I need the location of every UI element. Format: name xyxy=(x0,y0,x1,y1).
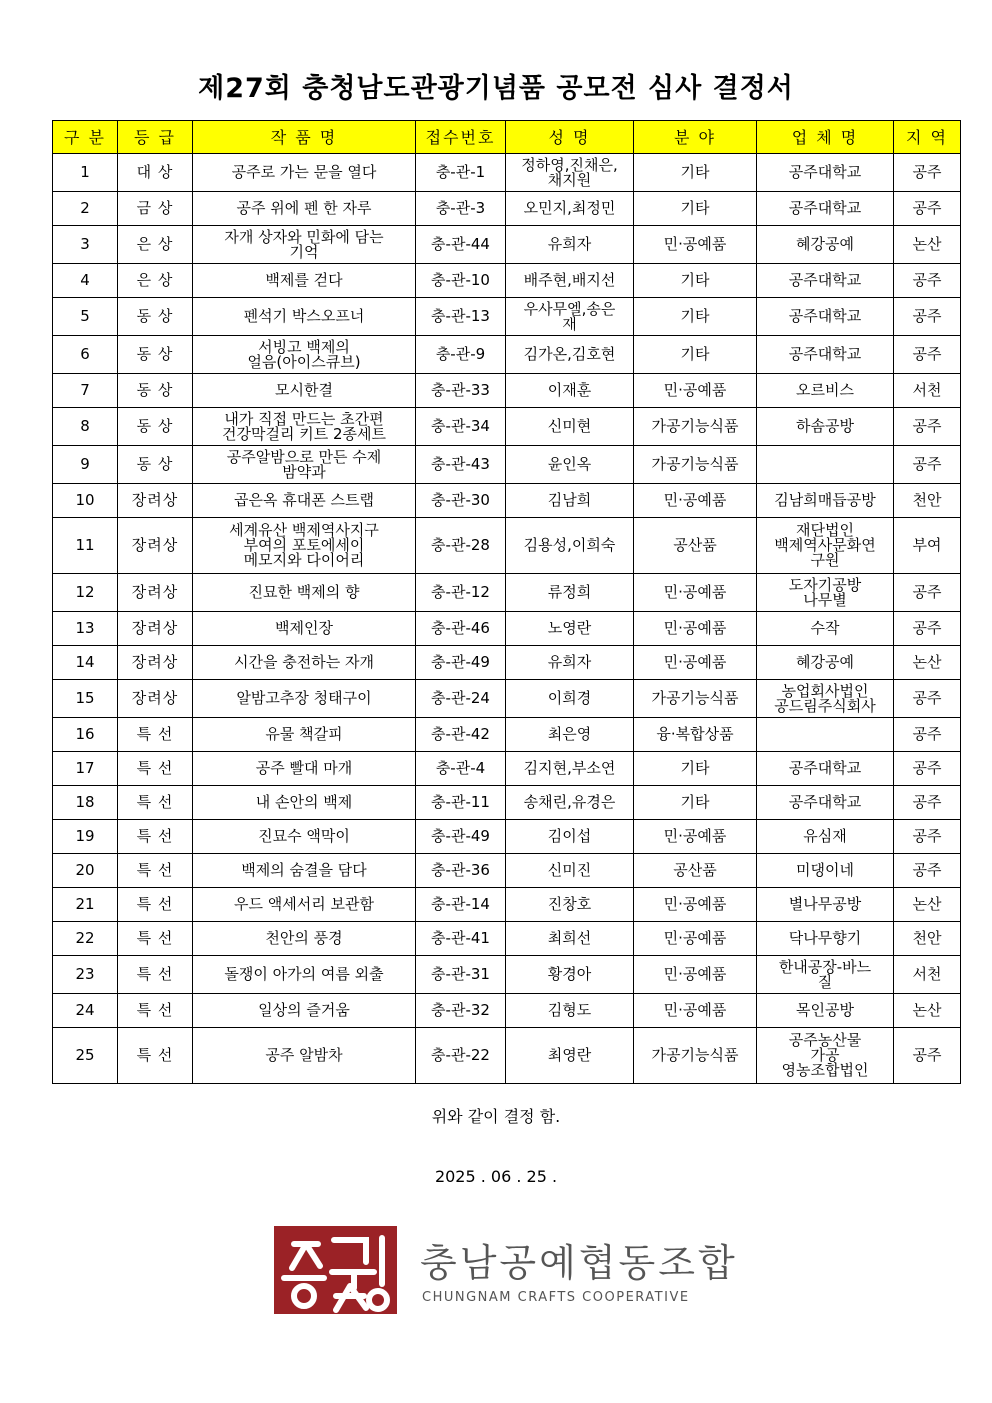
cell-company: 공주대학교 xyxy=(757,752,894,786)
cell-work-title: 내 손안의 백제 xyxy=(193,786,416,820)
cell-applicant-name: 윤인옥 xyxy=(506,446,634,484)
table-row xyxy=(53,888,961,922)
cell-category: 가공기능식품 xyxy=(634,1028,757,1084)
cell-category: 공산품 xyxy=(634,854,757,888)
cell-receipt-number: 충-관-12 xyxy=(416,574,506,612)
cell-applicant-name: 오민지,최정민 xyxy=(506,192,634,226)
cell-receipt-number: 충-관-1 xyxy=(416,154,506,192)
cell-work-title: 내가 직접 만드는 초간편 건강막걸리 키트 2종세트 xyxy=(193,408,416,446)
decision-date: 2025 . 06 . 25 . xyxy=(434,1167,558,1186)
cell-grade: 은 상 xyxy=(118,226,193,264)
cell-grade: 특 선 xyxy=(118,854,193,888)
cell-region: 공주 xyxy=(894,446,961,484)
cell-receipt-number: 충-관-24 xyxy=(416,680,506,718)
cell-region: 공주 xyxy=(894,192,961,226)
cell-receipt-number: 충-관-4 xyxy=(416,752,506,786)
cell-receipt-number: 충-관-41 xyxy=(416,922,506,956)
table-row xyxy=(53,994,961,1028)
cell-row-number: 14 xyxy=(53,646,118,680)
cell-work-title: 돌쟁이 아가의 여름 외출 xyxy=(193,956,416,994)
cell-category: 민·공예품 xyxy=(634,888,757,922)
cell-row-number: 1 xyxy=(53,154,118,192)
cell-applicant-name: 김가온,김호현 xyxy=(506,336,634,374)
document-title: 제27회 충청남도관광기념품 공모전 심사 결정서 xyxy=(198,73,794,104)
cell-work-title: 백제인장 xyxy=(193,612,416,646)
cell-row-number: 8 xyxy=(53,408,118,446)
cell-category: 가공기능식품 xyxy=(634,680,757,718)
cell-region: 천안 xyxy=(894,922,961,956)
header-field: 분 야 xyxy=(634,121,757,154)
cell-company: 김남희매듭공방 xyxy=(757,484,894,518)
cell-row-number: 3 xyxy=(53,226,118,264)
cell-applicant-name: 최영란 xyxy=(506,1028,634,1084)
header-name: 성 명 xyxy=(506,121,634,154)
cell-applicant-name: 김지현,부소연 xyxy=(506,752,634,786)
cell-work-title: 시간을 충전하는 자개 xyxy=(193,646,416,680)
cell-grade: 특 선 xyxy=(118,994,193,1028)
cell-category: 기타 xyxy=(634,336,757,374)
table-row xyxy=(53,264,961,298)
cell-company: 한내공장-바느 질 xyxy=(757,956,894,994)
organization-logo xyxy=(274,1226,397,1314)
cell-receipt-number: 충-관-43 xyxy=(416,446,506,484)
cell-row-number: 9 xyxy=(53,446,118,484)
cell-applicant-name: 신미진 xyxy=(506,854,634,888)
table-row xyxy=(53,956,961,994)
cell-work-title: 세계유산 백제역사지구 부여의 포토에세이 메모지와 다이어리 xyxy=(193,518,416,574)
cell-grade: 특 선 xyxy=(118,752,193,786)
cell-grade: 대 상 xyxy=(118,154,193,192)
cell-grade: 금 상 xyxy=(118,192,193,226)
cell-row-number: 6 xyxy=(53,336,118,374)
organization-name-en: CHUNGNAM CRAFTS COOPERATIVE xyxy=(422,1290,690,1305)
cell-grade: 특 선 xyxy=(118,820,193,854)
cell-category: 기타 xyxy=(634,786,757,820)
organization-name: 충남공예협동조합 xyxy=(420,1241,738,1285)
cell-receipt-number: 충-관-33 xyxy=(416,374,506,408)
cell-grade: 장려상 xyxy=(118,612,193,646)
cell-company: 공주대학교 xyxy=(757,336,894,374)
cell-applicant-name: 이재훈 xyxy=(506,374,634,408)
cell-work-title: 공주 위에 펜 한 자루 xyxy=(193,192,416,226)
cell-work-title: 공주로 가는 문을 열다 xyxy=(193,154,416,192)
cell-applicant-name: 신미현 xyxy=(506,408,634,446)
cell-applicant-name: 최희선 xyxy=(506,922,634,956)
cell-company: 혜강공예 xyxy=(757,646,894,680)
table-row xyxy=(53,680,961,718)
cell-grade: 장려상 xyxy=(118,680,193,718)
cell-company: 도자기공방 나무별 xyxy=(757,574,894,612)
cell-region: 공주 xyxy=(894,264,961,298)
cell-work-title: 백제의 숨결을 담다 xyxy=(193,854,416,888)
cell-row-number: 21 xyxy=(53,888,118,922)
cell-category: 민·공예품 xyxy=(634,956,757,994)
table-row xyxy=(53,446,961,484)
cell-region: 논산 xyxy=(894,646,961,680)
cell-grade: 특 선 xyxy=(118,888,193,922)
header-receipt: 접수번호 xyxy=(416,121,506,154)
table-row xyxy=(53,922,961,956)
cell-receipt-number: 충-관-9 xyxy=(416,336,506,374)
table-row xyxy=(53,408,961,446)
cell-region: 공주 xyxy=(894,752,961,786)
cell-applicant-name: 이희경 xyxy=(506,680,634,718)
cell-applicant-name: 유희자 xyxy=(506,226,634,264)
cell-company: 농업회사법인 공드림주식회사 xyxy=(757,680,894,718)
cell-grade: 동 상 xyxy=(118,446,193,484)
table-row xyxy=(53,374,961,408)
header-company: 업 체 명 xyxy=(757,121,894,154)
cell-receipt-number: 충-관-14 xyxy=(416,888,506,922)
table-row xyxy=(53,786,961,820)
cell-region: 서천 xyxy=(894,956,961,994)
cell-work-title: 일상의 즐거움 xyxy=(193,994,416,1028)
cell-work-title: 천안의 풍경 xyxy=(193,922,416,956)
cell-receipt-number: 충-관-3 xyxy=(416,192,506,226)
cell-category: 기타 xyxy=(634,264,757,298)
cell-region: 공주 xyxy=(894,680,961,718)
cell-category: 민·공예품 xyxy=(634,994,757,1028)
cell-receipt-number: 충-관-49 xyxy=(416,820,506,854)
cell-applicant-name: 최은영 xyxy=(506,718,634,752)
cell-company: 공주대학교 xyxy=(757,192,894,226)
cell-row-number: 10 xyxy=(53,484,118,518)
cell-receipt-number: 충-관-31 xyxy=(416,956,506,994)
cell-applicant-name: 유희자 xyxy=(506,646,634,680)
cell-applicant-name: 노영란 xyxy=(506,612,634,646)
cell-row-number: 22 xyxy=(53,922,118,956)
cell-grade: 장려상 xyxy=(118,646,193,680)
cell-region: 공주 xyxy=(894,408,961,446)
cell-company: 혜강공예 xyxy=(757,226,894,264)
cell-work-title: 서빙고 백제의 얼음(아이스큐브) xyxy=(193,336,416,374)
cell-category: 가공기능식품 xyxy=(634,408,757,446)
table-row xyxy=(53,612,961,646)
cell-row-number: 20 xyxy=(53,854,118,888)
cell-applicant-name: 김이섭 xyxy=(506,820,634,854)
cell-category: 기타 xyxy=(634,154,757,192)
cell-row-number: 2 xyxy=(53,192,118,226)
cell-receipt-number: 충-관-49 xyxy=(416,646,506,680)
cell-category: 가공기능식품 xyxy=(634,446,757,484)
cell-row-number: 17 xyxy=(53,752,118,786)
cell-company xyxy=(757,718,894,752)
table-row xyxy=(53,226,961,264)
cell-category: 민·공예품 xyxy=(634,820,757,854)
table-row xyxy=(53,1028,961,1084)
cell-work-title: 공주 빨대 마개 xyxy=(193,752,416,786)
cell-work-title: 모시한결 xyxy=(193,374,416,408)
cell-company: 공주농산물 가공 영농조합법인 xyxy=(757,1028,894,1084)
cell-work-title: 곱은옥 휴대폰 스트랩 xyxy=(193,484,416,518)
cell-region: 공주 xyxy=(894,574,961,612)
cell-grade: 장려상 xyxy=(118,484,193,518)
table-row xyxy=(53,854,961,888)
table-row xyxy=(53,298,961,336)
cell-work-title: 펜석기 박스오프너 xyxy=(193,298,416,336)
cell-row-number: 25 xyxy=(53,1028,118,1084)
cell-category: 민·공예품 xyxy=(634,922,757,956)
table-row xyxy=(53,484,961,518)
table-row xyxy=(53,154,961,192)
header-grade: 등 급 xyxy=(118,121,193,154)
decision-text: 위와 같이 결정 함. xyxy=(431,1107,561,1126)
cell-applicant-name: 김용성,이희숙 xyxy=(506,518,634,574)
cell-grade: 특 선 xyxy=(118,922,193,956)
cell-category: 민·공예품 xyxy=(634,646,757,680)
cell-company: 미댕이네 xyxy=(757,854,894,888)
cell-company: 공주대학교 xyxy=(757,786,894,820)
cell-region: 공주 xyxy=(894,1028,961,1084)
cell-row-number: 23 xyxy=(53,956,118,994)
cell-category: 기타 xyxy=(634,752,757,786)
cell-region: 공주 xyxy=(894,718,961,752)
cell-row-number: 19 xyxy=(53,820,118,854)
cell-applicant-name: 우사무엘,송은 재 xyxy=(506,298,634,336)
cell-grade: 장려상 xyxy=(118,574,193,612)
table-row xyxy=(53,192,961,226)
cell-row-number: 7 xyxy=(53,374,118,408)
cell-work-title: 진묘수 액막이 xyxy=(193,820,416,854)
cell-receipt-number: 충-관-36 xyxy=(416,854,506,888)
cell-row-number: 16 xyxy=(53,718,118,752)
cell-applicant-name: 김남희 xyxy=(506,484,634,518)
cell-receipt-number: 충-관-30 xyxy=(416,484,506,518)
cell-company: 오르비스 xyxy=(757,374,894,408)
cell-category: 민·공예품 xyxy=(634,574,757,612)
cell-row-number: 5 xyxy=(53,298,118,336)
cell-applicant-name: 정하영,진채은, 채지원 xyxy=(506,154,634,192)
cell-row-number: 11 xyxy=(53,518,118,574)
cell-applicant-name: 배주현,배지선 xyxy=(506,264,634,298)
cell-company: 재단법인 백제역사문화연 구원 xyxy=(757,518,894,574)
cell-work-title: 진묘한 백제의 향 xyxy=(193,574,416,612)
cell-receipt-number: 충-관-34 xyxy=(416,408,506,446)
results-table xyxy=(52,120,961,1084)
cell-grade: 장려상 xyxy=(118,518,193,574)
cell-work-title: 자개 상자와 민화에 담는 기억 xyxy=(193,226,416,264)
cell-applicant-name: 진창호 xyxy=(506,888,634,922)
cell-applicant-name: 류정희 xyxy=(506,574,634,612)
table-row xyxy=(53,752,961,786)
cell-company: 하솜공방 xyxy=(757,408,894,446)
table-row xyxy=(53,518,961,574)
cell-region: 공주 xyxy=(894,786,961,820)
cell-region: 천안 xyxy=(894,484,961,518)
cell-region: 부여 xyxy=(894,518,961,574)
logo-mark-icon xyxy=(274,1226,397,1314)
cell-region: 서천 xyxy=(894,374,961,408)
table-row xyxy=(53,574,961,612)
header-no: 구 분 xyxy=(53,121,118,154)
cell-row-number: 15 xyxy=(53,680,118,718)
cell-grade: 동 상 xyxy=(118,298,193,336)
cell-row-number: 24 xyxy=(53,994,118,1028)
cell-category: 기타 xyxy=(634,192,757,226)
cell-region: 공주 xyxy=(894,820,961,854)
cell-category: 기타 xyxy=(634,298,757,336)
cell-category: 민·공예품 xyxy=(634,226,757,264)
cell-company: 공주대학교 xyxy=(757,298,894,336)
cell-receipt-number: 충-관-10 xyxy=(416,264,506,298)
cell-receipt-number: 충-관-11 xyxy=(416,786,506,820)
cell-receipt-number: 충-관-28 xyxy=(416,518,506,574)
cell-category: 융·복합상품 xyxy=(634,718,757,752)
cell-grade: 특 선 xyxy=(118,718,193,752)
cell-company: 닥나무향기 xyxy=(757,922,894,956)
table-row xyxy=(53,718,961,752)
table-row xyxy=(53,336,961,374)
cell-grade: 동 상 xyxy=(118,408,193,446)
cell-applicant-name: 황경아 xyxy=(506,956,634,994)
table-row xyxy=(53,646,961,680)
cell-work-title: 백제를 걷다 xyxy=(193,264,416,298)
cell-receipt-number: 충-관-13 xyxy=(416,298,506,336)
cell-company: 공주대학교 xyxy=(757,264,894,298)
cell-row-number: 12 xyxy=(53,574,118,612)
cell-region: 공주 xyxy=(894,298,961,336)
cell-grade: 특 선 xyxy=(118,1028,193,1084)
cell-company: 수작 xyxy=(757,612,894,646)
cell-grade: 특 선 xyxy=(118,786,193,820)
cell-region: 공주 xyxy=(894,612,961,646)
cell-receipt-number: 충-관-32 xyxy=(416,994,506,1028)
cell-work-title: 공주 알밤차 xyxy=(193,1028,416,1084)
cell-grade: 동 상 xyxy=(118,336,193,374)
cell-receipt-number: 충-관-44 xyxy=(416,226,506,264)
cell-company xyxy=(757,446,894,484)
cell-applicant-name: 송채린,유경은 xyxy=(506,786,634,820)
cell-work-title: 공주알밤으로 만든 수제 밤약과 xyxy=(193,446,416,484)
cell-grade: 은 상 xyxy=(118,264,193,298)
cell-category: 민·공예품 xyxy=(634,374,757,408)
cell-receipt-number: 충-관-46 xyxy=(416,612,506,646)
table-header-row xyxy=(53,121,961,154)
header-region: 지 역 xyxy=(894,121,961,154)
cell-grade: 동 상 xyxy=(118,374,193,408)
header-work: 작 품 명 xyxy=(193,121,416,154)
cell-work-title: 유물 책갈피 xyxy=(193,718,416,752)
cell-row-number: 18 xyxy=(53,786,118,820)
table-row xyxy=(53,820,961,854)
cell-region: 논산 xyxy=(894,888,961,922)
cell-company: 별나무공방 xyxy=(757,888,894,922)
cell-row-number: 4 xyxy=(53,264,118,298)
cell-company: 유심재 xyxy=(757,820,894,854)
cell-company: 목인공방 xyxy=(757,994,894,1028)
cell-region: 공주 xyxy=(894,854,961,888)
cell-category: 공산품 xyxy=(634,518,757,574)
cell-grade: 특 선 xyxy=(118,956,193,994)
cell-category: 민·공예품 xyxy=(634,612,757,646)
cell-region: 논산 xyxy=(894,994,961,1028)
cell-region: 공주 xyxy=(894,336,961,374)
cell-applicant-name: 김형도 xyxy=(506,994,634,1028)
cell-receipt-number: 충-관-42 xyxy=(416,718,506,752)
cell-row-number: 13 xyxy=(53,612,118,646)
cell-company: 공주대학교 xyxy=(757,154,894,192)
cell-receipt-number: 충-관-22 xyxy=(416,1028,506,1084)
cell-work-title: 알밤고추장 청태구이 xyxy=(193,680,416,718)
cell-region: 논산 xyxy=(894,226,961,264)
cell-work-title: 우드 액세서리 보관함 xyxy=(193,888,416,922)
cell-category: 민·공예품 xyxy=(634,484,757,518)
cell-region: 공주 xyxy=(894,154,961,192)
